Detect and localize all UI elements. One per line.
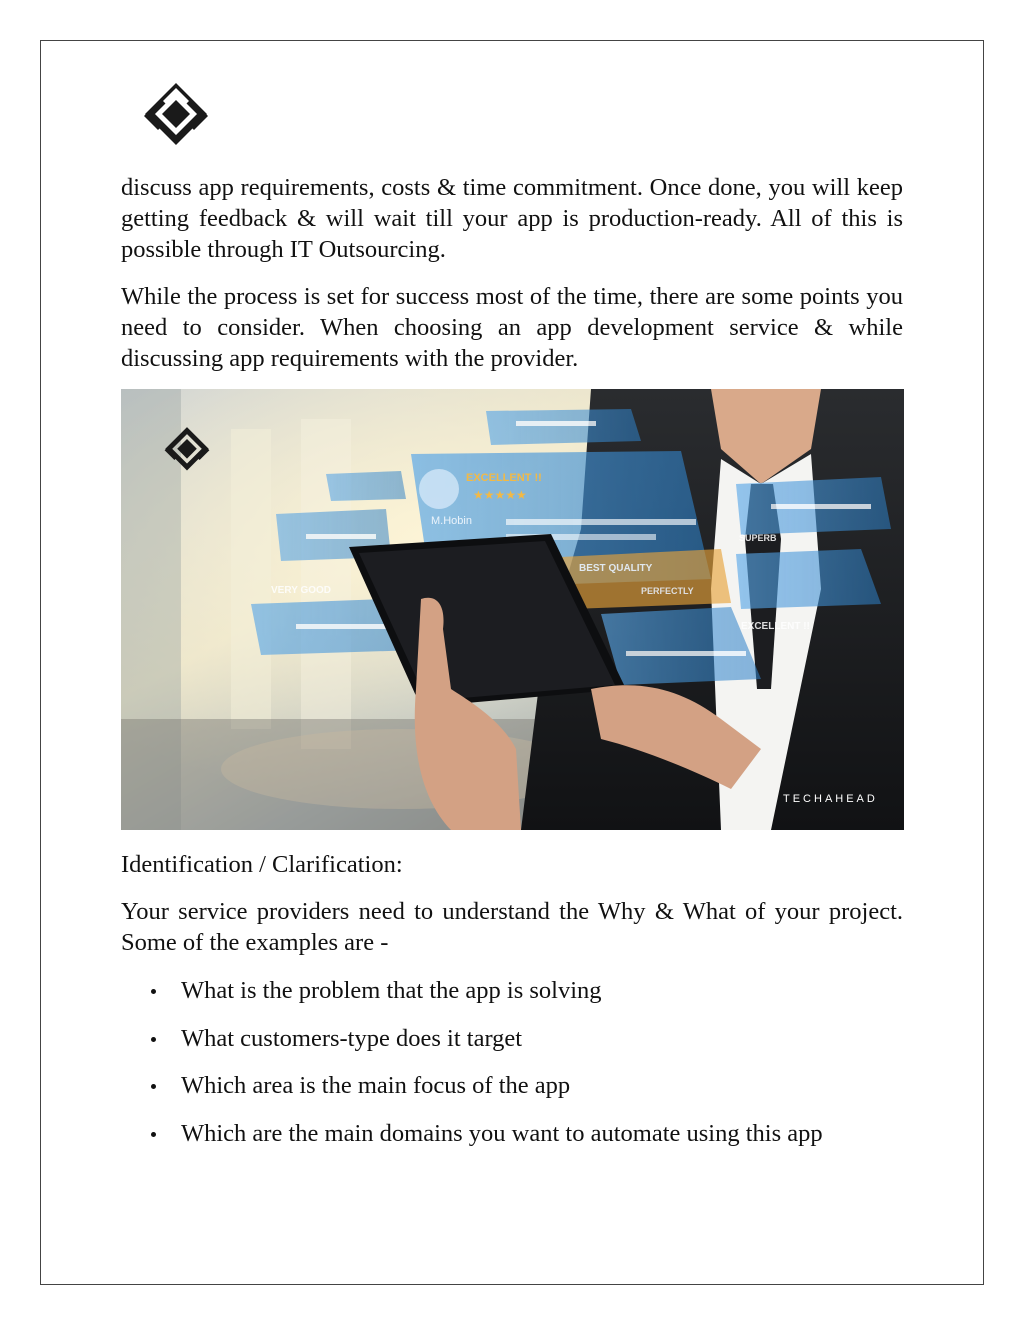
list-item: What is the problem that the app is solving (121, 975, 921, 1006)
card-excellent-right-label: EXCELLENT !! (741, 621, 810, 632)
bullet-icon (151, 1132, 156, 1137)
svg-text:★★★★★: ★★★★★ (473, 488, 527, 502)
section-heading: Identification / Clarification: (121, 851, 403, 878)
card-perfectly-label: PERFECTLY (641, 586, 694, 596)
bullet-icon (151, 1084, 156, 1089)
process-paragraph: While the process is set for success most of the time, there are some points you need to consider. When choosing an app development service & while discussing app requirements with the provider. (121, 283, 903, 372)
card-very-good-label: VERY GOOD (271, 585, 332, 596)
card-superb-label: SUPERB (739, 533, 777, 543)
intro-paragraph: discuss app requirements, costs & time commitment. Once done, you will keep getting feedback & will wait till your app is production-ready. All of this is possible through IT Outsourcing. (121, 174, 903, 263)
bullet-icon (151, 989, 156, 994)
review-card-small-top (486, 409, 641, 445)
examples-list (121, 975, 921, 1165)
review-card-best-quality (561, 549, 731, 609)
brand-logo-icon (136, 80, 216, 152)
list-item: Which area is the main focus of the app (121, 1070, 921, 1101)
service-providers-paragraph: Your service providers need to understand the Why & What of your project. Some of the examples are - (121, 898, 903, 956)
card-name-label: M.Hobin (431, 515, 472, 527)
list-item: Which are the main domains you want to automate using this app (121, 1118, 921, 1149)
card-best-quality-label: BEST QUALITY (579, 563, 653, 574)
bullet-icon (151, 1037, 156, 1042)
card-excellent-top-label: EXCELLENT !! (466, 472, 542, 484)
photo-watermark: TECHAHEAD (783, 793, 878, 805)
business-review-photo (121, 389, 904, 830)
list-item: What customers-type does it target (121, 1023, 921, 1054)
